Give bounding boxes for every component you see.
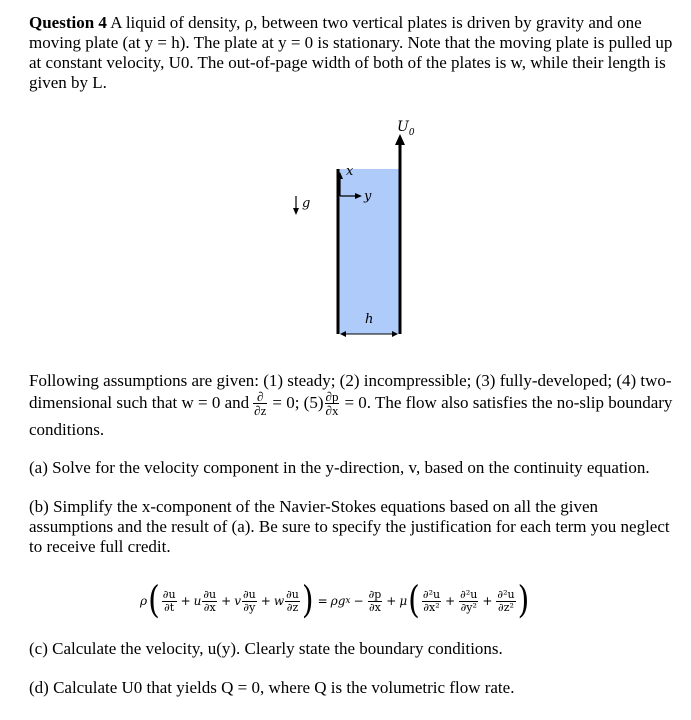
part-b: (b) Simplify the x-component of the Navier-Stokes equations based on all the given assumptions and the result of (a). Be sure to specify the justification for each term you neglect to receive full credit. — [29, 497, 670, 556]
u0-label: $U_0$ — [397, 119, 415, 138]
eq-rhog: ρg — [330, 594, 346, 608]
figure-svg — [280, 110, 440, 350]
plates-figure — [280, 110, 440, 350]
dp-dx-num: ∂p — [325, 388, 339, 404]
eq-term-dudx: $\frac{\partial u}{\partial x}$ — [203, 587, 217, 614]
eq-term-dudz: $\frac{\partial u}{\partial z}$ — [286, 587, 299, 614]
question-intro — [29, 13, 679, 93]
eq-plus-1: + — [180, 594, 191, 608]
navier-stokes-equation — [140, 578, 590, 623]
part-a: (a) Solve for the velocity component in the y-direction, v, based on the continuity equation. — [29, 458, 650, 477]
assumptions-line3: conditions. — [29, 420, 105, 439]
eq-term-dpdx: $\frac{\partial p}{\partial x}$ — [368, 587, 382, 614]
assumptions-line2 — [29, 390, 679, 416]
u0-label-sub: 0 — [408, 127, 415, 138]
eq-u: u — [193, 594, 202, 608]
eq-paren-close-2: ) — [517, 578, 530, 623]
part-d: (d) Calculate U0 that yields Q = 0, where Q is the volumetric flow rate. — [29, 678, 515, 697]
y-label: y — [364, 189, 372, 204]
eq-g-sub: x — [345, 596, 351, 606]
assumptions-line2b: = 0; (5) — [272, 393, 324, 412]
eq-term-dudt: $\frac{\partial u}{\partial t}$ — [162, 587, 176, 614]
eq-plus-2: + — [221, 594, 232, 608]
h-label: h — [365, 312, 374, 327]
d-dz-num: ∂ — [253, 390, 267, 404]
eq-plus-4: + — [386, 594, 397, 608]
eq-plus-3: + — [260, 594, 271, 608]
question-intro-text: A liquid of density, ρ, between two vertical plates is driven by gravity and one moving plate (at y = h). The plate at y = 0 is stationary. Note that the moving plate is pulled up at constant velocity, U0. The out-of-page width of both of the plates is w, while their length is given by L. — [29, 13, 673, 92]
question-label: Question 4 — [29, 13, 107, 32]
eq-w: w — [273, 594, 285, 608]
part-c: (c) Calculate the velocity, u(y). Clearly state the boundary conditions. — [29, 639, 503, 658]
eq-term-d2udx2: $\frac{\text{∂²u}}{\text{∂x²}}$ — [422, 587, 441, 614]
g-label: g — [302, 196, 311, 211]
eq-equals: = — [317, 594, 328, 608]
eq-term-d2udy2: $\frac{\text{∂²u}}{\text{∂y²}}$ — [460, 587, 478, 614]
eq-paren-open-2: ( — [408, 578, 420, 623]
gravity-arrow-icon — [293, 208, 299, 215]
assumptions-line2c: = 0. The flow also satisfies the no-slip boundary — [344, 393, 673, 412]
eq-term-dudy: $\frac{\partial u}{\partial y}$ — [242, 587, 256, 614]
eq-paren-open: ( — [148, 578, 160, 623]
x-label: x — [346, 164, 354, 179]
assumptions-line1: Following assumptions are given: (1) steady; (2) incompressible; (3) fully-developed; (4) two- — [29, 371, 672, 390]
d-dz-fraction — [253, 390, 267, 417]
eq-minus: − — [353, 594, 364, 608]
assumptions-line2a: dimensional such that w = 0 and — [29, 393, 250, 412]
eq-paren-close: ) — [301, 578, 314, 623]
eq-plus-5: + — [445, 594, 456, 608]
eq-v: v — [234, 594, 241, 608]
eq-rho: ρ — [140, 594, 148, 608]
eq-term-d2udz2: $\frac{\text{∂²u}}{\text{∂z²}}$ — [497, 587, 515, 614]
dp-dx-fraction — [325, 390, 340, 417]
dp-dx-den: ∂x — [325, 402, 339, 418]
eq-mu: μ — [399, 594, 408, 608]
d-dz-den: ∂z — [254, 402, 267, 418]
eq-plus-6: + — [482, 594, 493, 608]
